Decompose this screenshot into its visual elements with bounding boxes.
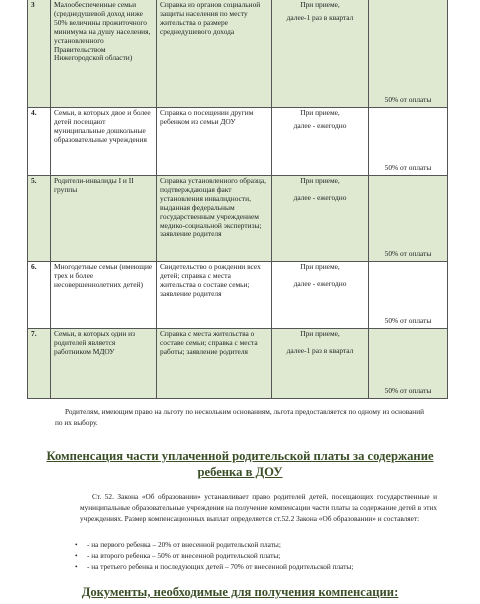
benefits-table: [27, 0, 448, 399]
row-number: 6.: [28, 262, 51, 329]
document-cell: Справка с места жительства о составе семьи; справка с места работы; заявление родителя: [157, 329, 272, 399]
rate-text: - на первого ребенка – 20% от внесенной родительской платы;: [87, 540, 281, 549]
document-cell: Справка о посещении другим ребенком из семьи ДОУ: [157, 108, 272, 176]
row-number: 7.: [28, 329, 51, 399]
frequency-cell: [272, 262, 369, 329]
bullet-icon: •: [75, 550, 78, 560]
row-number: 3: [28, 0, 51, 108]
list-item: [75, 551, 353, 562]
frequency-next: далее - ежегодно: [293, 120, 347, 130]
law-paragraph: Ст. 52. Закона «Об образовании» устанавливает право родителей детей, посещающих государственные и муниципальные образовательные учреждения на получение компенсации части платы за содержание детей в этих учреждениях. Размер компенсационных выплат определяется ст.52.2 Закона «Об образовании» и составляет:: [80, 492, 437, 523]
table-row: [28, 176, 448, 262]
table-row: [28, 262, 448, 329]
frequency-cell: [272, 0, 369, 108]
frequency-first: При приеме,: [300, 262, 340, 271]
table-row: [28, 108, 448, 176]
discount-cell: 50% от оплаты: [369, 108, 448, 176]
discount-cell: 50% от оплаты: [369, 0, 448, 108]
discount-cell: 50% от оплаты: [369, 262, 448, 329]
category-cell: Семьи, в которых один из родителей является работником МДОУ: [51, 329, 157, 399]
row-number: 5.: [28, 176, 51, 262]
compensation-heading: Компенсация части уплаченной родительской платы за содержание ребенка в ДОУ: [46, 449, 434, 479]
document-cell: Свидетельство о рождении всех детей; справка с места жительства о составе семьи; заявление родителя: [157, 262, 272, 329]
discount-cell: 50% от оплаты: [369, 329, 448, 399]
frequency-next: далее - ежегодно: [293, 278, 347, 288]
table-row: [28, 0, 448, 108]
frequency-cell: [272, 108, 369, 176]
category-cell: Многодетные семьи (имеющие трех и более несовершеннолетних детей): [51, 262, 157, 329]
frequency-cell: [272, 329, 369, 399]
multiple-grounds-note: Родителям, имеющим право на льготу по нескольким основаниям, льгота предоставляется по одному из оснований по их выбору.: [55, 407, 425, 427]
table-row: [28, 329, 448, 399]
frequency-first: При приеме,: [300, 108, 340, 117]
frequency-first: При приеме,: [300, 0, 340, 9]
compensation-rates-list: [75, 540, 353, 572]
rate-text: - на третьего ребенка и последующих детей – 70% от внесенной родительской платы;: [87, 561, 354, 571]
frequency-next: далее-1 раз в квартал: [286, 12, 354, 22]
frequency-next: далее - ежегодно: [293, 192, 347, 202]
list-item: [75, 540, 353, 551]
rate-text: - на второго ребенка – 50% от внесенной родительской платы;: [87, 550, 281, 560]
document-cell: Справка установленного образца, подтверждающая факт установления инвалидности, выданная федеральным государственным учреждением медико-социальной экспертизы; заявление родителя: [157, 176, 272, 262]
list-item: [75, 562, 353, 573]
frequency-next: далее-1 раз в квартал: [286, 345, 354, 355]
bullet-icon: •: [75, 540, 78, 549]
row-number: 4.: [28, 108, 51, 176]
category-cell: Семьи, в которых двое и более детей посещают муниципальные дошкольные образовательные учреждения: [51, 108, 157, 176]
category-cell: Малообеспеченные семьи (среднедушевой доход ниже 50% величины прожиточного минимума на душу населения, установленного Правительством Нижегородской области): [51, 0, 157, 108]
frequency-first: При приеме,: [300, 329, 340, 338]
documents-heading: Документы, необходимые для получения компенсации:: [81, 585, 399, 599]
bullet-icon: •: [75, 561, 78, 571]
document-cell: Справка из органов социальной защиты населения по месту жительства о размере среднедушевого дохода: [157, 0, 272, 108]
discount-cell: 50% от оплаты: [369, 176, 448, 262]
frequency-first: При приеме,: [300, 176, 340, 185]
frequency-cell: [272, 176, 369, 262]
category-cell: Родители-инвалиды I и II группы: [51, 176, 157, 262]
